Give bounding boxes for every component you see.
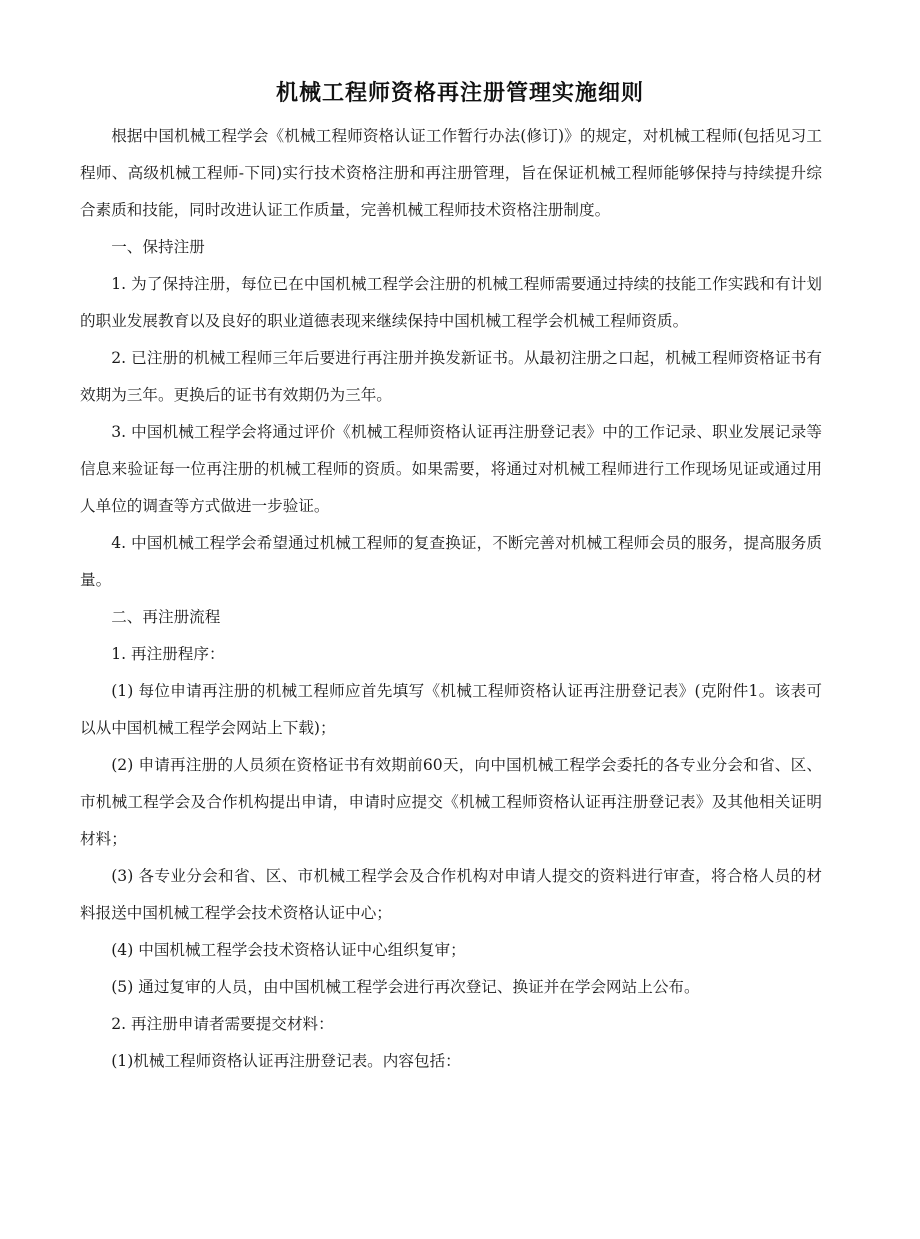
procedure-step: (3) 各专业分会和省、区、市机械工程学会及合作机构对申请人提交的资料进行审查，将合格人员的材料报送中国机械工程学会技术资格认证中心；: [80, 867, 822, 922]
page-title: 机械工程师资格再注册管理实施细则: [275, 81, 644, 106]
procedure-step: (1) 每位申请再注册的机械工程师应首先填写《机械工程师资格认证再注册登记表》(克附件1。该表可以从中国机械工程学会网站上下载)；: [80, 682, 822, 737]
procedure-step: (4) 中国机械工程学会技术资格认证中心组织复审；: [111, 941, 466, 959]
section1-item: 3. 中国机械工程学会将通过评价《机械工程师资格认证再注册登记表》中的工作记录、职业发展记录等信息来验证每一位再注册的机械工程师的资质。如果需要，将通过对机械工程师进行工作现场见证或通过用人单位的调查等方式做进一步验证。: [80, 423, 822, 515]
section1-item: 4. 中国机械工程学会希望通过机械工程师的复查换证，不断完善对机械工程师会员的服务，提高服务质量。: [80, 534, 822, 589]
procedure-step: (2) 申请再注册的人员须在资格证书有效期前60天，向中国机械工程学会委托的各专业分会和省、区、市机械工程学会及合作机构提出申请，申请时应提交《机械工程师资格认证再注册登记表》及其他相关证明材料；: [80, 756, 822, 848]
subsection-heading-procedure: 1. 再注册程序：: [111, 645, 225, 663]
section-heading-reregistration-process: 二、再注册流程: [111, 608, 221, 626]
section1-item: 1. 为了保持注册，每位已在中国机械工程学会注册的机械工程师需要通过持续的技能工作实践和有计划的职业发展教育以及良好的职业道德表现来继续保持中国机械工程学会机械工程师资质。: [80, 275, 822, 330]
section-heading-maintain-registration: 一、保持注册: [111, 238, 205, 256]
required-material-item: (1)机械工程师资格认证再注册登记表。内容包括：: [111, 1052, 461, 1070]
intro-paragraph: 根据中国机械工程学会《机械工程师资格认证工作暂行办法(修订)》的规定，对机械工程师(包括见习工程师、高级机械工程师-下同)实行技术资格注册和再注册管理，旨在保证机械工程师能够保持与持续提升综合素质和技能，同时改进认证工作质量，完善机械工程师技术资格注册制度。: [80, 127, 822, 219]
document-body: [80, 118, 822, 1080]
subsection-heading-required-materials: 2. 再注册申请者需要提交材料：: [111, 1015, 334, 1033]
procedure-step: (5) 通过复审的人员，由中国机械工程学会进行再次登记、换证并在学会网站上公布。: [111, 978, 700, 996]
section1-item: 2. 已注册的机械工程师三年后要进行再注册并换发新证书。从最初注册之口起，机械工程师资格证书有效期为三年。更换后的证书有效期仍为三年。: [80, 349, 822, 404]
